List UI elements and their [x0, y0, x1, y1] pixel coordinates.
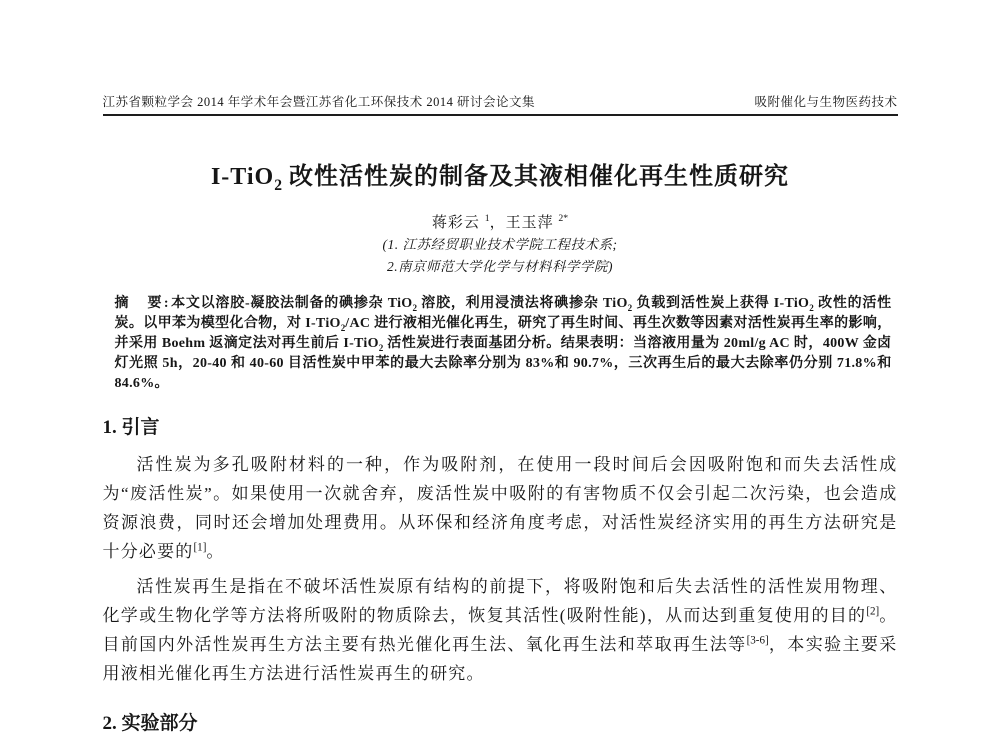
abstract-label: 摘 要: — [114, 296, 171, 311]
abstract — [115, 294, 892, 394]
running-header — [103, 92, 898, 116]
affiliations — [103, 234, 898, 278]
header-right-text: 吸附催化与生物医药技术 — [754, 95, 898, 109]
intro-paragraph-1: 活性炭为多孔吸附材料的一种，作为吸附剂，在使用一段时间后会因吸附饱和而失去活性成为“废活性炭”。如果使用一次就舍弃，废活性炭中吸附的有害物质不仅会引起二次污染，也会造成资源浪费，同时还会增加处理费用。从环保和经济角度考虑，对活性炭经济实用的再生方法研究是十分必要的[1]。 — [102, 455, 898, 561]
abstract-body: 本文以溶胶-凝胶法制备的碘掺杂 TiO$_2$ 溶胶，利用浸渍法将碘掺杂 TiO$_2$ 负载到活性炭上获得 I-TiO$_2$ 改性的活性炭。以甲苯为模型化合物，对 I-TiO$_2$/AC 进行液相光催化再生，研究了再生时间、再生次数等因素对活性炭再生率的影响，并采用 Boehm 返滴定法对再生前后 I-TiO$_2$ 活性炭进行表面基团分析。结果表明：当溶液用量为 20ml/g AC 时，400W 金卤灯光照 5h，20-40 和 40-60 目活性炭中甲苯的最大去除率分别为 83%和 90.7%，三次再生后的最大去除率仍分别 71.8%和 84.6%。 — [114, 296, 892, 391]
affiliation-line-2: 2.南京师范大学化学与材料科学学院) — [386, 259, 614, 274]
author-line: 蒋彩云 $^1$，王玉萍 $^{2*}$ — [431, 213, 569, 231]
affiliation-line-1: (1. 江苏经贸职业技术学院工程技术系; — [382, 237, 618, 252]
intro-paragraph-2: 活性炭再生是指在不破坏活性炭原有结构的前提下，将吸附饱和后失去活性的活性炭用物理、化学或生物化学等方法将所吸附的物质除去，恢复其活性(吸附性能)，从而达到重复使用的目的[2]。目前国内外活性炭再生方法主要有热光催化再生法、氧化再生法和萃取再生法等[3-6]，本实验主要采用液相光催化再生方法进行活性炭再生的研究。 — [102, 577, 898, 683]
paper-title: I-TiO$_2$ 改性活性炭的制备及其液相催化再生性质研究 — [210, 164, 790, 194]
header-left-text: 江苏省颗粒学会 2014 年学术年会暨江苏省化工环保技术 2014 研讨会论文集 — [102, 95, 536, 109]
paper-page — [103, 0, 898, 732]
section-heading-experimental: 2. 实验部分 — [102, 713, 198, 732]
section-heading-introduction: 1. 引言 — [102, 417, 160, 438]
